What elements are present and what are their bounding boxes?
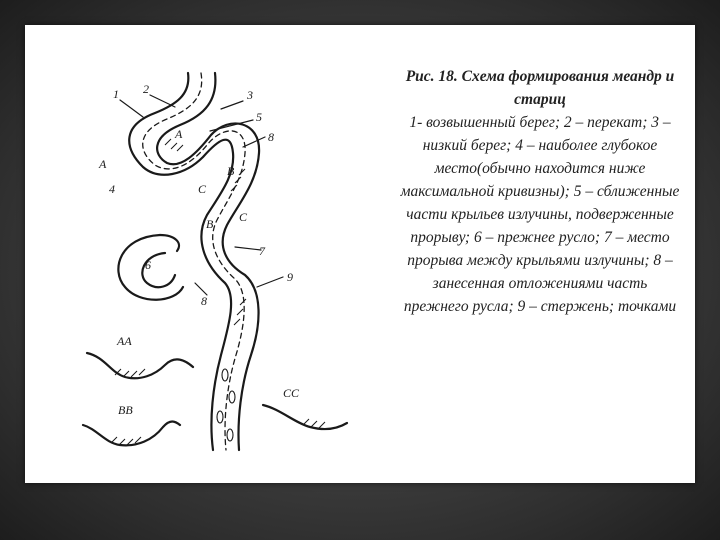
deposit-oval-3 — [217, 411, 223, 423]
label-9: 9 — [287, 270, 293, 284]
label-section-AA: АА — [117, 334, 132, 348]
deposit-oval-2 — [229, 391, 235, 403]
label-A-inner: А — [175, 127, 183, 141]
deposit-oval-4 — [227, 429, 233, 441]
label-A-left: А — [99, 157, 107, 171]
deposit-oval-1 — [222, 369, 228, 381]
label-C-lower: С — [239, 210, 248, 224]
label-B-upper: В — [227, 164, 235, 178]
label-1: 1 — [113, 87, 119, 101]
label-4: 4 — [109, 182, 115, 196]
slide — [25, 25, 695, 483]
caption-body: 1- возвышенный берег; 2 – перекат; 3 – низкий берег; 4 – наиболее глубокое место(обычно находится ниже максимальной кривизны); 5 – сближенные части крыльев излучины, подверженные прорыву; 6 – прежнее русло; 7 – место прорыва между крыльями излучины; 8 – занесенная отложениями часть прежнего русла; 9 – стержень; точками — [400, 114, 680, 315]
section-CC-profile — [263, 405, 347, 429]
label-section-CC: СС — [283, 386, 300, 400]
label-C-upper: С — [198, 182, 207, 196]
caption-title: Рис. 18. Схема формирования меандр и стариц — [405, 68, 675, 108]
label-7: 7 — [259, 244, 265, 258]
oxbow-mouth-top — [160, 235, 179, 251]
label-B-lower: В — [206, 217, 214, 231]
label-6: 6 — [145, 258, 151, 272]
label-8-upper: 8 — [268, 130, 274, 144]
figure-caption — [400, 65, 680, 318]
label-8-lower: 8 — [201, 294, 207, 308]
label-5: 5 — [256, 110, 262, 124]
label-section-BB: ВВ — [118, 403, 133, 417]
section-BB-profile — [83, 422, 180, 446]
label-3: 3 — [247, 88, 253, 102]
label-2: 2 — [143, 82, 149, 96]
section-AA-hatch — [115, 369, 145, 377]
